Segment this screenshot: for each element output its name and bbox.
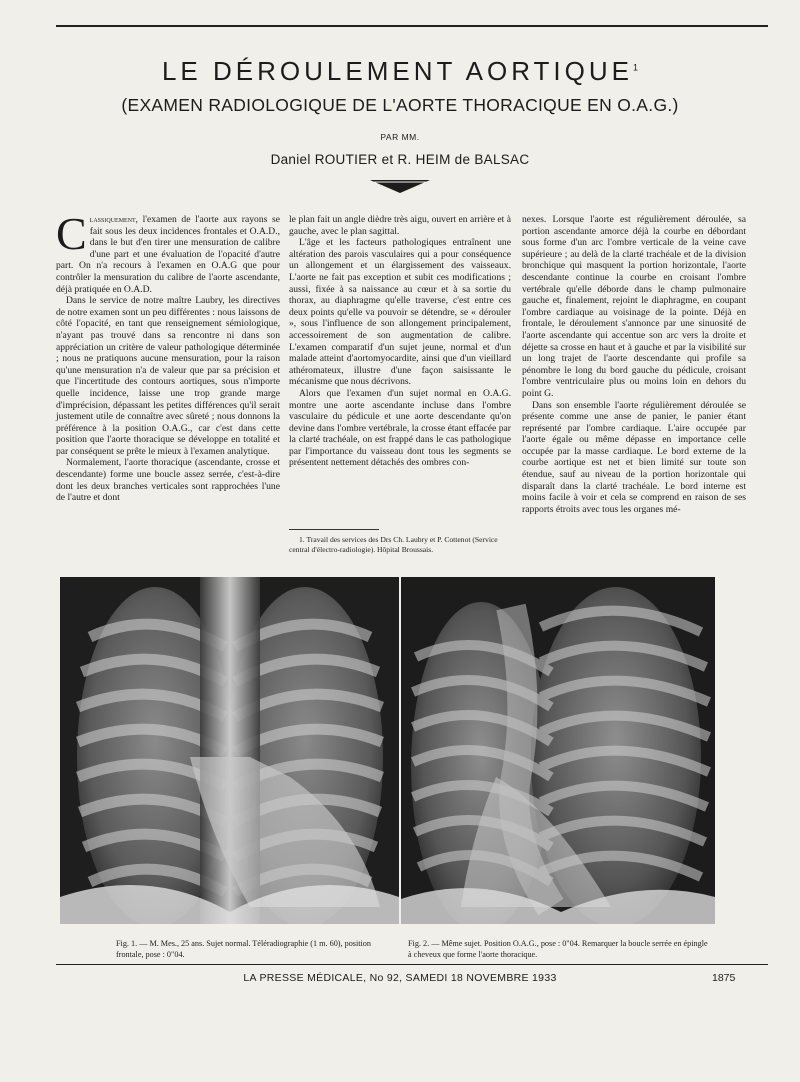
paragraph: Normalement, l'aorte thoracique (ascendante, crosse et descendante) forme une boucle assez serrée, c'est-à-dire dont les deux branches verticales sont rapprochées l'une de l'autre et dont — [56, 457, 280, 504]
paragraph: le plan fait un angle dièdre très aigu, ouvert en arrière et à gauche, avec le plan sagittal. — [289, 214, 511, 237]
paragraph: L'âge et les facteurs pathologiques entraînent une altération des parois vasculaires qui a pour conséquence un allongement et un élargissement des vaisseaux. L'aorte ne fait pas exception et subit ces modifications ; aussi, fixée à sa naissance au cœur et à sa sortie du thorax, au diaphragme qu'elle traverse, c'est entre ces deux points qu'elle va pouvoir se détendre, se « dérouler », sous l'influence de son allongement principalement, accessoirement de son augmentation de calibre. L'examen comparatif d'un sujet jeune, normal et d'un malade atteint d'aortomyocardite, ainsi que d'un vieillard athéromateux, illustre d'une façon saisissante le mécanisme que nous décrivons. — [289, 237, 511, 388]
drop-cap: C — [56, 208, 87, 259]
text-column-3 — [522, 214, 746, 515]
authors: Daniel ROUTIER et R. HEIM de BALSAC — [270, 152, 530, 167]
figure-2-radiograph — [401, 577, 715, 924]
page-number: 1875 — [712, 972, 736, 984]
lead-small-caps: lassiquement, — [89, 214, 138, 224]
figure-1-caption: Fig. 1. — M. Mes., 25 ans. Sujet normal. Téléradiographie (1 m. 60), position frontale, pose : 0"04. — [116, 939, 371, 959]
paragraph: Dans son ensemble l'aorte régulièrement déroulée se présente comme une anse de panier, le panier étant représenté par l'ombre cardiaque. L'aire occupée par l'aorte égale ou même dépasse en importance celle occupée par la masse cardiaque. Le bord externe de la courbe aortique est net et bien limité sur toute son étendue, sauf au niveau de la portion horizontale qui disparaît dans la clarté trachéale. Le bord interne est moins facile à voir et cela se comprend en raison de ses rapports étroits avec tous les organes mé- — [522, 399, 746, 515]
chevron-ornament-icon — [370, 180, 430, 194]
footnote: 1. Travail des services des Drs Ch. Laubry et P. Cottenot (Service central d'électro-radiologie). Hôpital Broussais. — [289, 535, 498, 554]
text-column-2 — [289, 214, 511, 469]
bottom-rule — [56, 964, 768, 965]
top-rule — [56, 25, 768, 27]
article-subtitle: (EXAMEN RADIOLOGIQUE DE L'AORTE THORACIQUE EN O.A.G.) — [121, 95, 679, 115]
text-column-1 — [56, 208, 280, 504]
figure-1-radiograph — [60, 577, 399, 924]
figure-2-caption: Fig. 2. — Même sujet. Position O.A.G., pose : 0"04. Remarquer la boucle serrée en épingle à cheveux que forme l'aorte thoracique. — [408, 939, 708, 959]
paragraph: Dans le service de notre maître Laubry, les directives de notre examen sont un peu différentes : nous laissons de côté l'opacité, en tant que renseignement sémiologique, n'ayant pas trouvé dans sa rencontre ni dans son appréciation un critère de valeur pathologique déterminée ; nous ne pratiquons aucune mensuration, pour la raison qu'une mensuration n'a de valeur que par sa précision et que l'incertitude des contours aortiques, sous n'importe quelle incidence, laisse une trop grande marge d'imprécision, dépassant les petites différences qu'il serait justement utile de connaître avec sûreté ; nous donnons la préférence à la position O.A.G., car c'est dans cette position que l'aorte thoracique se développe en totalité et par conséquent se prête le mieux à l'examen analytique. — [56, 295, 280, 457]
running-footer: LA PRESSE MÉDICALE, No 92, SAMEDI 18 NOVEMBRE 1933 — [243, 972, 557, 984]
paragraph: Alors que l'examen d'un sujet normal en O.A.G. montre une aorte ascendante incluse dans l'ombre vasculaire du pédicule et une aorte descendante qu'on devine dans l'ombre vertébrale, la crosse étant effacée par la clarté trachéale, on est frappé dans le cas pathologique par l'importance du vaisseau dont tous les segments se présentent nettement détachés des ombres con- — [289, 387, 511, 469]
article-title: LE DÉROULEMENT AORTIQUE$^1$ — [161, 56, 639, 86]
title-footnote-mark: 1 — [633, 62, 639, 73]
by-line: PAR MM. — [380, 132, 420, 142]
paragraph: nexes. Lorsque l'aorte est régulièrement déroulée, sa portion ascendante amorce déjà la courbe en débordant sous forme d'un arc l'ombre verticale de la veine cave supérieure ; au delà de la clarté trachéale et de la division bronchique qui masquent la portion horizontale, l'aorte descendante continue la courbe en croisant l'ombre vertébrale qu'elle déborde dans le champ pulmonaire gauche et, finalement, rejoint le diaphragme, en coupant l'ombre cardiaque au voisinage de la pointe. Déjà en frontale, le déroulement s'annonce par une sinuosité de l'aorte ascendante qui accentue son arc vers la droite et déjette sa crosse en haut et à gauche et par la visibilité sur un long trajet de l'aorte descendante qui profile sa pénombre le long du bord gauche du pédicule, croisant l'ombre ventriculaire plus ou moins loin en dehors du point G. — [522, 214, 746, 399]
footnote-rule — [289, 529, 379, 530]
paragraph: Classiquement, l'examen de l'aorte aux rayons se fait sous les deux incidences frontales et O.A.D., dans le but d'en tirer une mensuration de calibre d'une part et une évaluation de l'opacité d'autre part. On n'a recours à l'examen en O.A.G que pour contrôler la mensuration du calibre de l'aorte ascendante, déjà pratiquée en O.A.D. — [56, 208, 280, 295]
